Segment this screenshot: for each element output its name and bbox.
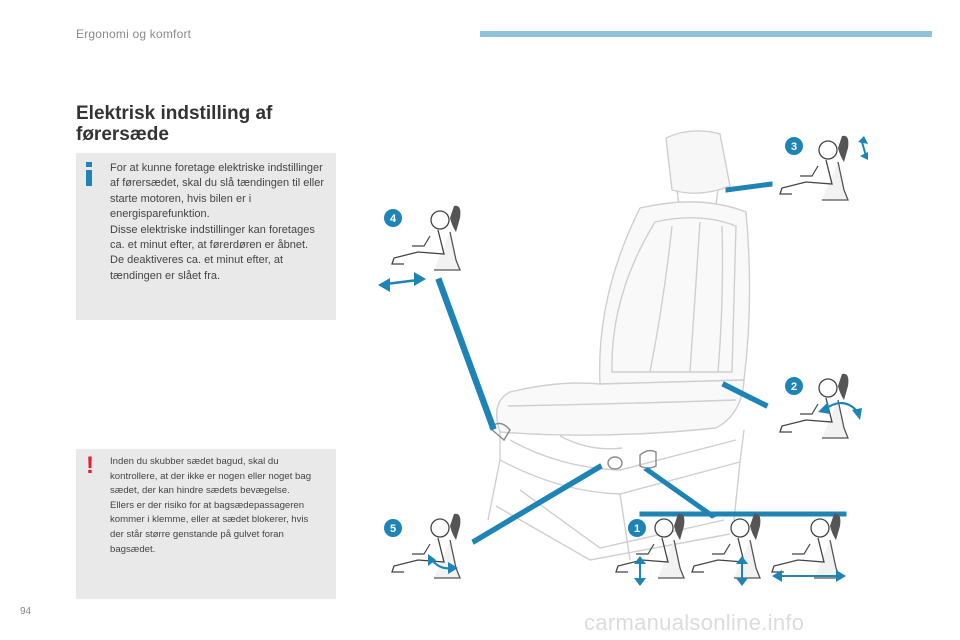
callout-3 xyxy=(780,136,868,200)
chapter-title: Ergonomi og komfort xyxy=(76,27,192,41)
svg-text:5: 5 xyxy=(389,523,397,535)
info-paragraph-2: Disse elektriske indstillinger kan foretages ca. et minut efter, at førerdøren er åbnet. De deaktiveres ca. et minut efter, at tændingen er slået fra. xyxy=(110,223,315,282)
callout-4 xyxy=(378,206,460,292)
callout-5 xyxy=(384,514,460,578)
svg-text:4: 4 xyxy=(389,213,397,225)
callout-1 xyxy=(616,514,846,586)
callout-2 xyxy=(780,374,862,438)
seat-drawing xyxy=(488,131,750,560)
svg-text:3: 3 xyxy=(790,141,798,153)
warning-icon: ! xyxy=(86,452,94,479)
title-line-1: Elektrisk indstilling af xyxy=(76,103,273,124)
watermark: carmanualsonline.info xyxy=(584,610,805,635)
title-line-2: førersæde xyxy=(76,124,169,145)
warning-paragraph-2: Ellers er der risiko for at bagsædepassageren kommer i klemme, eller at sædet blokerer, hvis der står større genstande på gulvet foran bagsædet. xyxy=(110,499,309,555)
svg-text:2: 2 xyxy=(790,381,798,393)
page-number: 94 xyxy=(20,606,32,617)
warning-paragraph-1: Inden du skubber sædet bagud, skal du kontrollere, at der ikke er nogen eller noget bag sædet, der kan hindre sædets bevægelse. xyxy=(110,456,312,497)
info-paragraph-1: For at kunne foretage elektriske indstillinger af førersædet, skal du slå tændingen til eller starte motoren, hvis bilen er i energisparefunktion. xyxy=(110,162,324,221)
svg-text:1: 1 xyxy=(633,523,641,535)
